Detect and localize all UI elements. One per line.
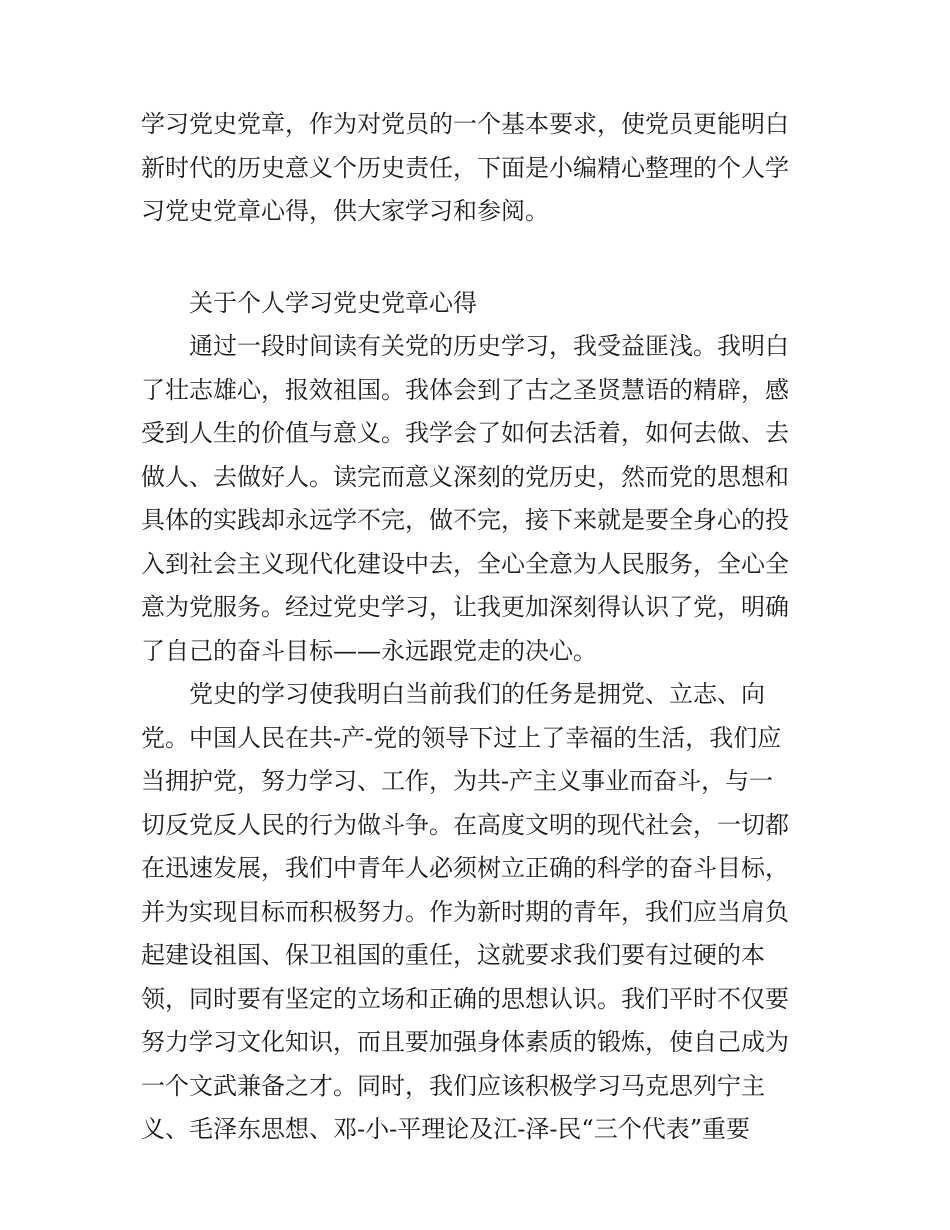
section-heading: 关于个人学习党史党章心得 <box>189 289 477 317</box>
paragraph-1-line: 意为党服务。经过党史学习，让我更加深刻得认识了党，明确 <box>141 593 789 621</box>
paragraph-1-line: 了自己的奋斗目标——永远跟党走的决心。 <box>141 636 597 665</box>
intro-line: 习党史党章心得，供大家学习和参阅。 <box>141 197 549 225</box>
paragraph-2-line: 起建设祖国、保卫祖国的重任，这就要求我们要有过硬的本 <box>141 941 765 969</box>
paragraph-2-line: 义、毛泽东思想、邓-小-平理论及江-泽-民“三个代表”重要 <box>141 1115 750 1143</box>
paragraph-2-line: 在迅速发展，我们中青年人必须树立正确的科学的奋斗目标， <box>141 854 789 882</box>
body-text <box>141 325 821 1152</box>
paragraph-2-line: 努力学习文化知识，而且要加强身体素质的锻炼，使自己成为 <box>141 1028 789 1056</box>
paragraph-1-line: 具体的实践却永远学不完，做不完，接下来就是要全身心的投 <box>141 506 789 534</box>
paragraph-2-line: 党。中国人民在共-产-党的领导下过上了幸福的生活，我们应 <box>141 723 782 752</box>
intro-paragraph <box>141 103 821 234</box>
paragraph-1-line: 做人、去做好人。读完而意义深刻的党历史，然而党的思想和 <box>141 462 789 491</box>
paragraph-2-line: 一个文武兼备之才。同时，我们应该积极学习马克思列宁主 <box>141 1071 765 1100</box>
intro-line: 学习党史党章，作为对党员的一个基本要求，使党员更能明白 <box>141 110 789 138</box>
section-heading-block <box>141 282 821 326</box>
paragraph-2-line: 党史的学习使我明白当前我们的任务是拥党、立志、向 <box>189 680 765 708</box>
paragraph-2-line: 切反党反人民的行为做斗争。在高度文明的现代社会，一切都 <box>141 810 789 839</box>
paragraph-1-line: 受到人生的价值与意义。我学会了如何去活着，如何去做、去 <box>141 419 789 447</box>
intro-line: 新时代的历史意义个历史责任，下面是小编精心整理的个人学 <box>141 153 789 182</box>
paragraph-1-line: 通过一段时间读有关党的历史学习，我受益匪浅。我明白 <box>189 332 789 360</box>
paragraph-2-line: 领，同时要有坚定的立场和正确的思想认识。我们平时不仅要 <box>141 984 789 1013</box>
paragraph-2-line: 当拥护党，努力学习、工作，为共-产主义事业而奋斗，与一 <box>141 767 774 795</box>
paragraph-1-line: 入到社会主义现代化建设中去，全心全意为人民服务，全心全 <box>141 549 789 578</box>
paragraph-1-line: 了壮志雄心，报效祖国。我体会到了古之圣贤慧语的精辟，感 <box>141 375 789 404</box>
paragraph-2-line: 并为实现目标而积极努力。作为新时期的青年，我们应当肩负 <box>141 897 789 926</box>
